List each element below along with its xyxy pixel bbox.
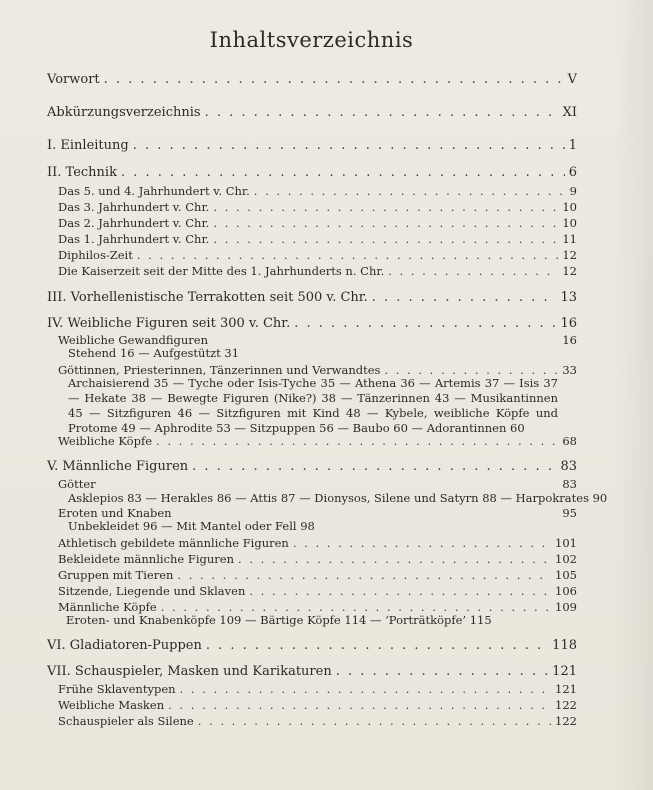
toc-entry-detail: Archaisierend 35 — Tyche oder Isis-Tyche 35 — Athena 36 — Artemis 37 — Isis 37 — Hekate 38 — Bewegte Figuren (Nike?) 38 — Tänzerinnen 43 — Musikantinnen 45 — Sitzfiguren 46 — Sitzfiguren mit Kind 48 — Kybele, weibliche Köpfe und Protome 49 — Aphrodite 53 — Sitzpuppen 56 — Baubo 60 — Adorantinnen 60 xyxy=(68,376,558,435)
leader-dots xyxy=(249,584,551,598)
toc-entry-page: 102 xyxy=(555,552,577,566)
toc-entry xyxy=(58,216,577,230)
toc-chapter-6 xyxy=(47,638,577,653)
toc-entry-vorwort xyxy=(47,72,577,87)
toc-entry xyxy=(58,333,577,347)
page-title: Inhaltsverzeichnis xyxy=(209,28,414,52)
leader-dots xyxy=(192,459,556,474)
leader-dots xyxy=(384,363,558,377)
leader-dots xyxy=(180,682,552,696)
toc-chapter-4 xyxy=(47,316,577,331)
toc-entry-detail: Unbekleidet 96 — Mit Mantel oder Fell 98 xyxy=(68,519,315,533)
leader-dots xyxy=(206,638,548,653)
toc-entry xyxy=(58,477,577,491)
toc-entry-page: 122 xyxy=(555,714,577,728)
toc-entry xyxy=(58,714,577,728)
toc-entry-page: 101 xyxy=(555,536,577,550)
toc-chapter-5 xyxy=(47,459,577,474)
toc-entry-page: 10 xyxy=(562,200,577,214)
toc-entry xyxy=(58,682,577,696)
toc-entry-page: 16 xyxy=(562,333,577,347)
leader-dots xyxy=(133,138,565,153)
leader-dots xyxy=(104,72,564,87)
toc-entry-label: Männliche Köpfe xyxy=(58,600,157,614)
toc-chapter-label: VI. Gladiatoren-Puppen xyxy=(47,638,202,653)
toc-entry-detail: Stehend 16 — Aufgestützt 31 xyxy=(68,346,240,360)
toc-entry-page: 121 xyxy=(555,682,577,696)
toc-entry xyxy=(58,568,577,582)
toc-entry xyxy=(58,248,577,262)
leader-dots xyxy=(161,600,551,614)
toc-chapter-label: V. Männliche Figuren xyxy=(47,459,189,474)
leader-dots xyxy=(372,290,557,305)
toc-chapter-label: II. Technik xyxy=(47,165,117,180)
leader-dots xyxy=(121,165,565,180)
toc-entry-detail: Eroten- und Knabenköpfe 109 — Bärtige Köpfe 114 — ‘Porträtköpfe’ 115 xyxy=(66,613,492,627)
toc-chapter-page: 1 xyxy=(568,138,577,153)
toc-entry xyxy=(58,584,577,598)
toc-entry-page: 10 xyxy=(562,216,577,230)
toc-entry xyxy=(58,600,577,614)
page-edge-shadow xyxy=(613,0,653,790)
leader-dots xyxy=(336,664,548,679)
toc-entry-detail: Asklepios 83 — Herakles 86 — Attis 87 — Dionysos, Silene und Satyrn 88 — Harpokrates 90 xyxy=(68,491,608,505)
toc-chapter-label: IV. Weibliche Figuren seit 300 v. Chr. xyxy=(47,316,291,331)
toc-entry-page: 105 xyxy=(555,568,577,582)
toc-chapter-3 xyxy=(47,290,577,305)
toc-entry-label: Abkürzungsverzeichnis xyxy=(47,105,201,120)
toc-entry-label: Weibliche Gewandfiguren xyxy=(58,333,208,347)
toc-entry xyxy=(58,536,577,550)
toc-entry xyxy=(58,434,577,448)
leader-dots xyxy=(205,105,559,120)
toc-chapter-7 xyxy=(47,664,577,679)
toc-entry xyxy=(58,232,577,246)
toc-entry-label: Athletisch gebildete männliche Figuren xyxy=(58,536,289,550)
toc-entry-label: Schauspieler als Silene xyxy=(58,714,194,728)
toc-entry-label: Die Kaiserzeit seit der Mitte des 1. Jahrhunderts n. Chr. xyxy=(58,264,385,278)
toc-entry xyxy=(58,184,577,198)
toc-entry-page: 11 xyxy=(562,232,577,246)
toc-entry-page: 68 xyxy=(562,434,577,448)
toc-entry-label: Das 2. Jahrhundert v. Chr. xyxy=(58,216,210,230)
leader-dots xyxy=(168,698,551,712)
toc-entry-label: Frühe Sklaventypen xyxy=(58,682,176,696)
toc-entry xyxy=(58,698,577,712)
toc-entry-page: 83 xyxy=(562,477,577,491)
toc-entry-label: Das 1. Jahrhundert v. Chr. xyxy=(58,232,210,246)
toc-entry-label: Götter xyxy=(58,477,96,491)
leader-dots xyxy=(388,264,558,278)
toc-entry-page: 109 xyxy=(555,600,577,614)
toc-entry-label: Das 5. und 4. Jahrhundert v. Chr. xyxy=(58,184,250,198)
toc-entry-page: 12 xyxy=(562,264,577,278)
leader-dots xyxy=(213,200,558,214)
leader-dots xyxy=(213,216,558,230)
toc-entry-page: XI xyxy=(562,105,577,120)
leader-dots xyxy=(238,552,551,566)
toc-chapter-page: 83 xyxy=(560,459,577,474)
toc-entry-label: Gruppen mit Tieren xyxy=(58,568,174,582)
toc-entry-page: V xyxy=(567,72,577,87)
toc-entry xyxy=(58,264,577,278)
toc-entry-label: Eroten und Knaben xyxy=(58,506,172,520)
toc-entry-abkuerzungen xyxy=(47,105,577,120)
leader-dots xyxy=(137,248,559,262)
toc-chapter-page: 118 xyxy=(552,638,577,653)
toc-chapter-page: 6 xyxy=(568,165,577,180)
toc-entry-page: 106 xyxy=(555,584,577,598)
leader-dots xyxy=(213,232,558,246)
leader-dots xyxy=(177,568,551,582)
toc-entry-label: Bekleidete männliche Figuren xyxy=(58,552,235,566)
toc-entry-label: Göttinnen, Priesterinnen, Tänzerinnen und Verwandtes xyxy=(58,363,381,377)
toc-entry-page: 12 xyxy=(562,248,577,262)
toc-entry xyxy=(58,552,577,566)
toc-entry-page: 33 xyxy=(562,363,577,377)
toc-chapter-label: III. Vorhellenistische Terrakotten seit 500 v. Chr. xyxy=(47,290,368,305)
toc-entry xyxy=(58,363,577,377)
leader-dots xyxy=(294,316,556,331)
toc-chapter-label: I. Einleitung xyxy=(47,138,129,153)
toc-entry-page: 9 xyxy=(569,184,577,198)
toc-entry xyxy=(58,506,577,520)
leader-dots xyxy=(254,184,566,198)
toc-entry-label: Vorwort xyxy=(47,72,100,87)
toc-entry-label: Diphilos-Zeit xyxy=(58,248,133,262)
toc-entry-page: 95 xyxy=(562,506,577,520)
leader-dots xyxy=(293,536,551,550)
toc-chapter-1 xyxy=(47,138,577,153)
toc-entry xyxy=(58,200,577,214)
toc-entry-label: Weibliche Köpfe xyxy=(58,434,153,448)
toc-chapter-page: 16 xyxy=(560,316,577,331)
leader-dots xyxy=(198,714,551,728)
toc-chapter-2 xyxy=(47,165,577,180)
toc-chapter-page: 121 xyxy=(552,664,577,679)
toc-entry-label: Weibliche Masken xyxy=(58,698,165,712)
toc-entry-label: Das 3. Jahrhundert v. Chr. xyxy=(58,200,210,214)
leader-dots xyxy=(156,434,558,448)
toc-chapter-page: 13 xyxy=(560,290,577,305)
toc-entry-label: Sitzende, Liegende und Sklaven xyxy=(58,584,246,598)
toc-chapter-label: VII. Schauspieler, Masken und Karikaturen xyxy=(47,664,332,679)
toc-entry-page: 122 xyxy=(555,698,577,712)
